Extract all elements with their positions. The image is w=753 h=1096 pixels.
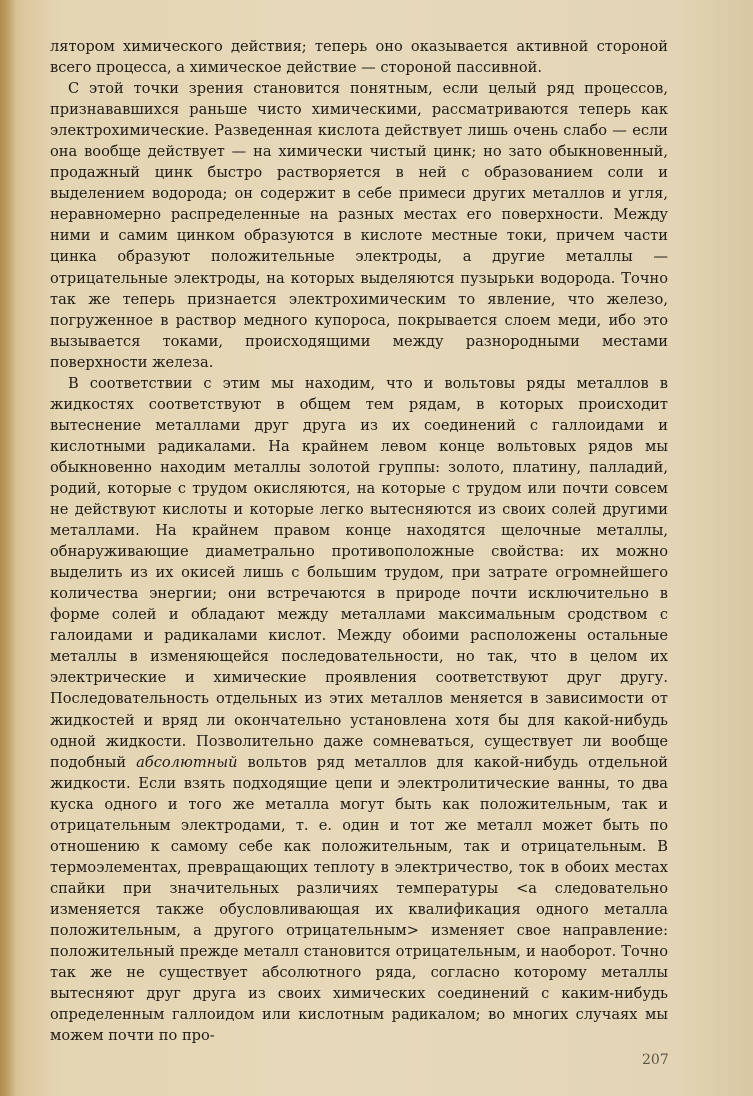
- paragraph-1: лятором химического действия; теперь оно оказывается активной стороной всего процесса, а химическое действие — стороной пассивной.: [50, 38, 668, 77]
- page-number: 207: [642, 1052, 669, 1068]
- page-text: [50, 36, 668, 1046]
- paragraph-3-part-1: В соответствии с этим мы находим, что и вольтовы ряды металлов в жидкостях соответствуют в общем тем рядам, в которых происходит вытеснение металлами друг друга из их соединений с галлоидами и кислотными радикалами. На крайнем левом конце вольтовых рядов мы обыкновенно находим металлы золотой группы: золото, платину, палладий, родий, которые с трудом окисляются, на которые с трудом или почти совсем не действуют кислоты и которые легко вытесняются из своих солей другими металлами. На крайнем правом конце находятся щелочные металлы, обнаруживающие диаметрально противоположные свойства: их можно выделить из их окисей лишь с большим трудом, при затрате огромнейшего количества энергии; они встречаются в природе почти исключительно в форме солей и обладают между металлами максимальным сродством с галоидами и радикалами кислот. Между обоими расположены остальные металлы в изменяющейся последовательности, но так, что в целом их электрические и химические проявления соответствуют друг другу. Последовательность отдельных из этих металлов меняется в зависимости от жидкостей и вряд ли окончательно установлена хотя бы для какой-нибудь одной жидкости. Позволительно даже сомневаться, существует ли вообще подобный: [50, 374, 668, 771]
- binding-shadow: [0, 0, 16, 1096]
- emphasis-absolute: абсолютный: [136, 753, 238, 771]
- paragraph-3: [50, 373, 668, 1047]
- paragraph-2: С этой точки зрения становится понятным, если целый ряд процессов, признававшихся раньше чисто химическими, рассматриваются теперь как электрохимические. Разведенная кислота действует лишь очень слабо — если она вообще действует — на химически чистый цинк; но зато обыкновенный, продажный цинк быстро растворяется в ней с образованием соли и выделением водорода; он содержит в себе примеси других металлов и угля, неравномерно распределенные на разных местах его поверхности. Между ними и самим цинком образуются в кислоте местные токи, причем части цинка образуют положительные электроды, а другие металлы — отрицательные электроды, на которых выделяются пузырьки водорода. Точно так же теперь признается электрохимическим то явление, что железо, погруженное в раствор медного купороса, покрывается слоем меди, ибо это вызывается токами, происходящими между разнородными местами поверхности железа.: [50, 80, 668, 371]
- paragraph-3-part-2: вольтов ряд металлов для какой-нибудь отдельной жидкости. Если взять подходящие цепи и электролитические ванны, то два куска одного и того же металла могут быть как положительным, так и отрицательным электродами, т. е. один и тот же металл может быть по отношению к самому себе как положительным, так и отрицательным. В термоэлементах, превращающих теплоту в электричество, ток в обоих местах спайки при значительных различиях температуры <а следовательно изменяется также обусловливающая их квалификация одного металла положительным, а другого отрицательным> изменяет свое направление: положительный прежде металл становится отрицательным, и наоборот. Точно так же не существует абсолютного ряда, согласно которому металлы вытесняют друг друга из своих химических соединений с каким-нибудь определенным галлоидом или кислотным радикалом; во многих случаях мы можем почти по про-: [50, 753, 669, 1045]
